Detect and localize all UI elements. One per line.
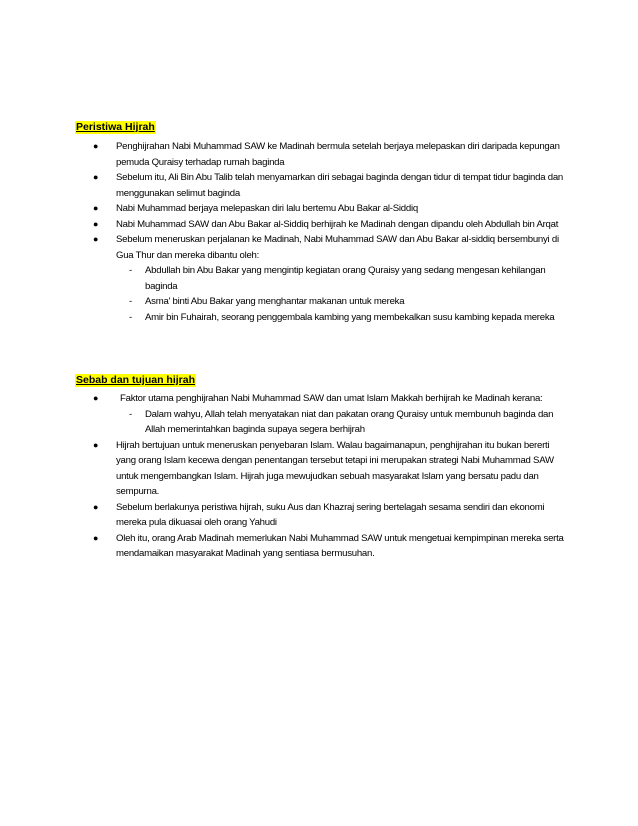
dash-icon: - (129, 408, 133, 420)
bullet-icon: ● (93, 532, 99, 543)
list-item: ● Faktor utama penghijrahan Nabi Muhammad SAW dan umat Islam Makkah berhijrah ke Madinah kerana: (87, 391, 567, 407)
sub-list-item: - Abdullah bin Abu Bakar yang mengintip kegiatan orang Quraisy yang sedang mengesan kehilangan baginda (129, 263, 567, 294)
sub-list-item: - Dalam wahyu, Allah telah menyatakan niat dan pakatan orang Quraisy untuk membunuh baginda dan Allah memerintahkan baginda supaya segera berhijrah (129, 407, 567, 438)
dash-icon: - (129, 296, 133, 307)
bullet-icon: ● (93, 218, 99, 229)
bullet-icon: ● (93, 172, 99, 182)
list-item: ● Nabi Muhammad SAW dan Abu Bakar al-Siddiq berhijrah ke Madinah dengan dipandu oleh Abdullah bin Arqat (87, 217, 567, 233)
list-item: ● Sebelum itu, Ali Bin Abu Talib telah menyamarkan diri sebagai baginda dengan tidur di tempat tidur baginda dan menggunakan selimut baginda (87, 170, 567, 201)
list-item: ● Oleh itu, orang Arab Madinah memerlukan Nabi Muhammad SAW untuk mengetuai kempimpinan mereka serta mendamaikan masyarakat Madinah yang sentiasa bermusuhan. (87, 531, 567, 562)
section-heading-peristiwa-hijrah: Peristiwa Hijrah (76, 121, 155, 133)
sub-list-item: - Amir bin Fuhairah, seorang penggembala kambing yang membekalkan susu kambing kepada mereka (129, 310, 567, 326)
list-item: ● Sebelum meneruskan perjalanan ke Madinah, Nabi Muhammad SAW dan Abu Bakar al-siddiq bersembunyi di Gua Thur dan mereka dibantu oleh: (87, 232, 567, 263)
section-heading-sebab-dan-tujuan-hijrah: Sebab dan tujuan hijrah (76, 374, 196, 386)
bullet-icon: ● (93, 234, 99, 244)
list-item: ● Sebelum berlakunya peristiwa hijrah, suku Aus dan Khazraj sering bertelagah sesama sendiri dan ekonomi mereka pula dikuasai oleh orang Yahudi (87, 500, 567, 531)
dash-icon: - (129, 265, 133, 276)
bullet-icon: ● (93, 501, 99, 512)
list-item: ● Nabi Muhammad berjaya melepaskan diri lalu bertemu Abu Bakar al-Siddiq (87, 201, 567, 217)
bullet-icon: ● (93, 203, 99, 213)
bullet-list-peristiwa-hijrah (87, 139, 567, 325)
dash-icon: - (129, 311, 133, 323)
list-item: ● Penghijrahan Nabi Muhammad SAW ke Madinah bermula setelah berjaya melepaskan diri daripada kepungan pemuda Quraisy terhadap rumah baginda (87, 139, 567, 170)
bullet-list-sebab-dan-tujuan (87, 391, 567, 562)
bullet-icon: ● (93, 393, 99, 403)
bullet-icon: ● (93, 141, 99, 151)
bullet-icon: ● (93, 439, 99, 450)
sub-list-item: - Asma' binti Abu Bakar yang menghantar makanan untuk mereka (129, 294, 567, 310)
list-item: ● Hijrah bertujuan untuk meneruskan penyebaran Islam. Walau bagaimanapun, penghijrahan itu bukan bererti yang orang Islam kecewa dengan penentangan tersebut tetapi ini merupakan strategi Nabi Muhammad SAW untuk mengembangkan Islam. Hijrah juga mewujudkan sebuah masyarakat Islam yang bersatu padu dan sempurna. (87, 438, 567, 500)
